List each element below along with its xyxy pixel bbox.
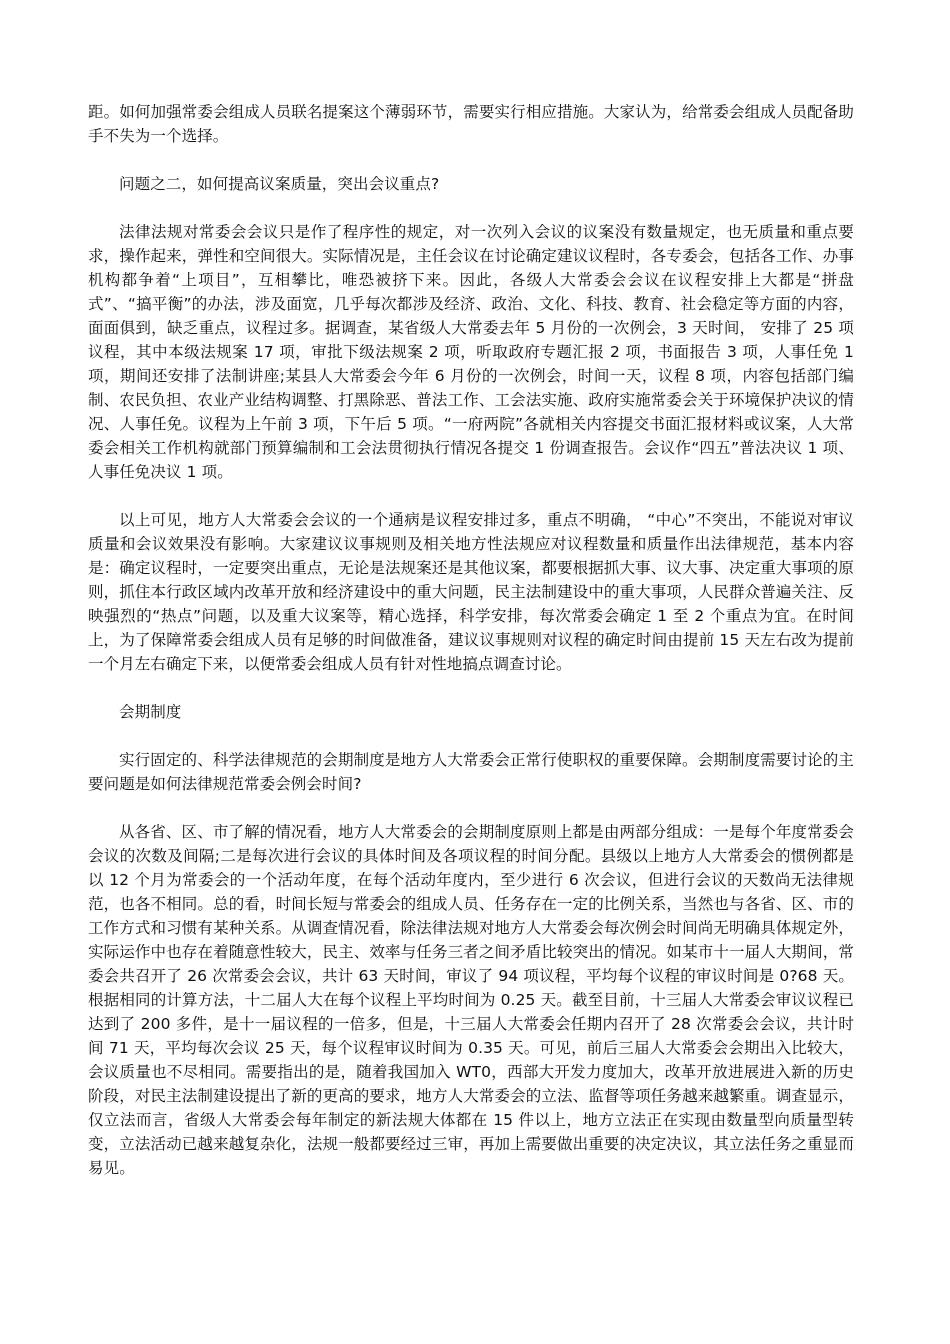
paragraph-agenda-suggestion: 以上可见，地方人大常委会会议的一个通病是议程安排过多，重点不明确， “中心”不突出，不能说对审议质量和会议效果没有影响。大家建议议事规则及相关地方性法规应对议程数量和质量作出法律规范，基本内容是：确定议程时，一定要突出重点，无论是法规案还是其他议案，都要根据抓大事、议大事、决定重大事项的原则，抓住本行政区域内改革开放和经济建设中的重大问题，民主法制建设中的重大事项，人民群众普遍关注、反映强烈的“热点”问题，以及重大议案等，精心选择，科学安排，每次常委会确定 1 至 2 个重点为宜。在时间上，为了保障常委会组成人员有足够的时间做准备，建议议事规则对议程的确定时间由提前 15 天左右改为提前一个月左右确定下来，以便常委会组成人员有针对性地搞点调查讨论。 [88, 511, 854, 673]
paragraph-continued: 距。如何加强常委会组成人员联名提案这个薄弱环节，需要实行相应措施。大家认为，给常委会组成人员配备助手不失为一个选择。 [88, 103, 854, 145]
paragraph-session-details: 从各省、区、市了解的情况看，地方人大常委会的会期制度原则上都是由两部分组成：一是每个年度常委会会议的次数及间隔;二是每次进行会议的具体时间及各项议程的时间分配。县级以上地方人大常委会的惯例都是以 12 个月为常委会的一个活动年度，在每个活动年度内，至少进行 6 次会议，但进行会议的天数尚无法律规范，也各不相同。总的看，时间长短与常委会的组成人员、任务存在一定的比例关系，当然也与各省、区、市的工作方式和习惯有某种关系。从调查情况看，除法律法规对地方人大常委会每次例会时间尚无明确具体规定外，实际运作中也存在着随意性较大，民主、效率与任务三者之间矛盾比较突出的情况。如某市十一届人大期间，常委会共召开了 26 次常委会会议，共计 63 天时间，审议了 94 项议程，平均每个议程的审议时间是 0?68 天。根据相同的计算方法，十二届人大在每个议程上平均时间为 0.25 天。截至目前，十三届人大常委会审议议程已达到了 200 多件，是十一届议程的一倍多，但是，十三届人大常委会任期内召开了 28 次常委会会议，共计时间 71 天，平均每次会议 25 天，每个议程审议时间为 0.35 天。可见，前后三届人大常委会会期出入比较大，会议质量也不尽相同。需要指出的是，随着我国加入 WT0，西部大开发力度加大，改革开放进展进入新的历史阶段，对民主法制建设提出了新的更高的要求，地方人大常委会的立法、监督等项任务越来越繁重。调查显示，仅立法而言，省级人大常委会每年制定的新法规大体都在 15 件以上，地方立法正在实现由数量型向质量型转变，立法活动已越来越复杂化，法规一般都要经过三审，再加上需要做出重要的决定决议，其立法任务之重显而易见。 [88, 823, 854, 1177]
question-two-heading: 问题之二，如何提高议案质量，突出会议重点? [119, 175, 440, 193]
session-system-heading: 会期制度 [119, 703, 182, 721]
paragraph-session-intro: 实行固定的、科学法律规范的会期制度是地方人大常委会正常行使职权的重要保障。会期制度需要讨论的主要问题是如何法律规范常委会例会时间? [88, 751, 854, 793]
paragraph-agenda-practice: 法律法规对常委会会议只是作了程序性的规定，对一次列入会议的议案没有数量规定，也无质量和重点要求，操作起来，弹性和空间很大。实际情况是，主任会议在讨论确定建议议程时，各专委会，包括各工作、办事机构都争着“上项目”，互相攀比，唯恐被挤下来。因此，各级人大常委会会议在议程安排上大都是“拼盘式”、“搞平衡”的办法，涉及面宽，几乎每次都涉及经济、政治、文化、科技、教育、社会稳定等方面的内容，面面俱到，缺乏重点，议程过多。据调查，某省级人大常委去年 5 月份的一次例会，3 天时间， 安排了 25 项议程，其中本级法规案 17 项，审批下级法规案 2 项，听取政府专题汇报 2 项，书面报告 3 项，人事任免 1 项，期间还安排了法制讲座;某县人大常委会今年 6 月份的一次例会，时间一天，议程 8 项，内容包括部门编制、农民负担、农业产业结构调整、打黑除恶、普法工作、工会法实施、政府实施常委会关于环境保护决议的情况、人事任免。议程为上午前 3 项，下午后 5 项。“一府两院”各就相关内容提交书面汇报材料或议案，人大常委会相关工作机构就部门预算编制和工会法贯彻执行情况各提交 1 份调查报告。会议作“四五”普法决议 1 项、人事任免决议 1 项。 [88, 223, 854, 481]
document-page [88, 100, 854, 1204]
